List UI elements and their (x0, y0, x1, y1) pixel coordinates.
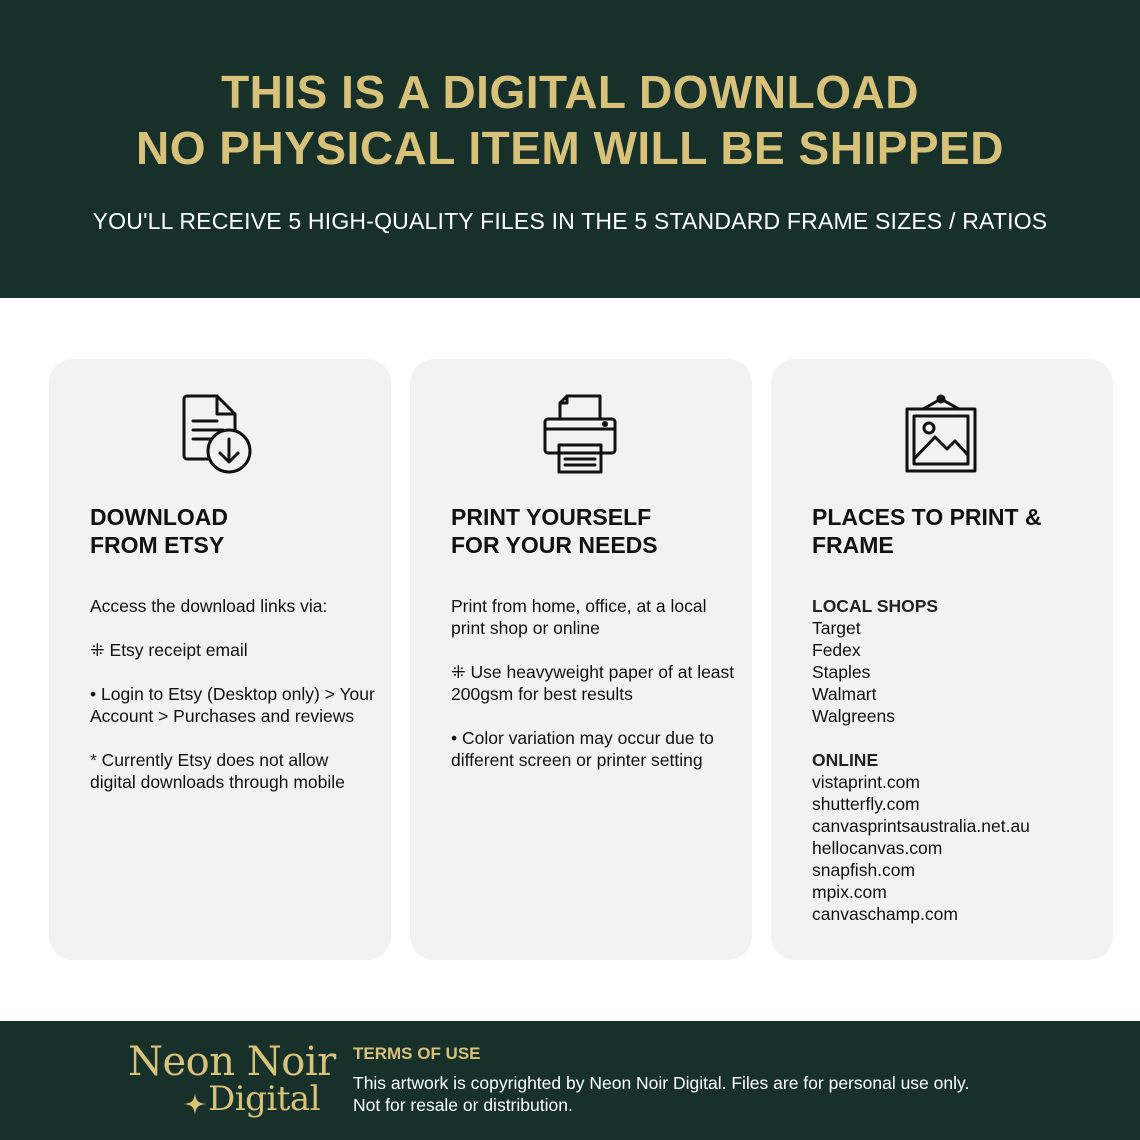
local-shop-item: Walgreens (812, 706, 895, 726)
local-shop-item: Staples (812, 662, 871, 682)
download-card-body (90, 595, 375, 815)
places-card-title-line1: PLACES TO PRINT & (812, 504, 1042, 530)
print-card-title-line1: PRINT YOURSELF (451, 504, 652, 530)
download-card-paragraph: ⁜ Etsy receipt email (90, 640, 248, 660)
brand-logo-line2: Digital (208, 1079, 321, 1119)
print-card-paragraph: Print from home, office, at a local print shop or online (451, 596, 707, 638)
terms-line: Not for resale or distribution. (353, 1095, 573, 1115)
print-card-body (451, 595, 736, 793)
print-card (410, 359, 752, 960)
download-card-title (90, 503, 228, 559)
online-shop-item: canvaschamp.com (812, 904, 958, 924)
printer-icon (540, 393, 620, 477)
places-card-body (812, 595, 1097, 925)
places-card-title-line2: FRAME (812, 532, 894, 558)
print-card-paragraph: ⁜ Use heavyweight paper of at least 200gsm for best results (451, 662, 735, 704)
framed-picture-icon (901, 393, 981, 477)
download-card-paragraph: • Login to Etsy (Desktop only) > Your Account > Purchases and reviews (90, 684, 375, 726)
download-card-title-line2: FROM ETSY (90, 532, 225, 558)
online-shop-item: hellocanvas.com (812, 838, 943, 858)
online-shop-item: mpix.com (812, 882, 887, 902)
terms-text (353, 1072, 1053, 1116)
print-card-paragraph: • Color variation may occur due to different screen or printer setting (451, 728, 714, 770)
online-shop-item: vistaprint.com (812, 772, 920, 792)
online-label: ONLINE (812, 750, 879, 770)
banner-heading-line1: THIS IS A DIGITAL DOWNLOAD (221, 66, 919, 118)
local-shop-item: Target (812, 618, 861, 638)
local-shop-item: Walmart (812, 684, 877, 704)
online-shop-item: snapfish.com (812, 860, 916, 880)
terms-line: This artwork is copyrighted by Neon Noir Digital. Files are for personal use only. (353, 1073, 970, 1093)
local-shop-item: Fedex (812, 640, 861, 660)
online-shop-item: shutterfly.com (812, 794, 920, 814)
download-card-title-line1: DOWNLOAD (90, 504, 228, 530)
top-banner (0, 0, 1140, 298)
print-card-title-line2: FOR YOUR NEEDS (451, 532, 658, 558)
print-card-title (451, 503, 658, 559)
footer-bar (0, 1021, 1140, 1140)
brand-logo (128, 1039, 336, 1124)
online-shop-item: canvasprintsaustralia.net.au (812, 816, 1030, 836)
places-card (771, 359, 1113, 960)
banner-heading-line2: NO PHYSICAL ITEM WILL BE SHIPPED (136, 122, 1004, 174)
download-card-paragraph: * Currently Etsy does not allow digital downloads through mobile (90, 750, 345, 792)
download-card-paragraph: Access the download links via: (90, 596, 328, 616)
file-download-icon (179, 393, 259, 477)
sparkle-icon (184, 1093, 206, 1115)
brand-logo-line1: Neon Noir (128, 1039, 336, 1085)
download-card (49, 359, 391, 960)
banner-subtitle: YOU'LL RECEIVE 5 HIGH-QUALITY FILES IN THE 5 STANDARD FRAME SIZES / RATIOS (92, 208, 1048, 234)
terms-title: TERMS OF USE (353, 1044, 481, 1063)
local-shops-label: LOCAL SHOPS (812, 596, 939, 616)
places-card-title (812, 503, 1042, 559)
